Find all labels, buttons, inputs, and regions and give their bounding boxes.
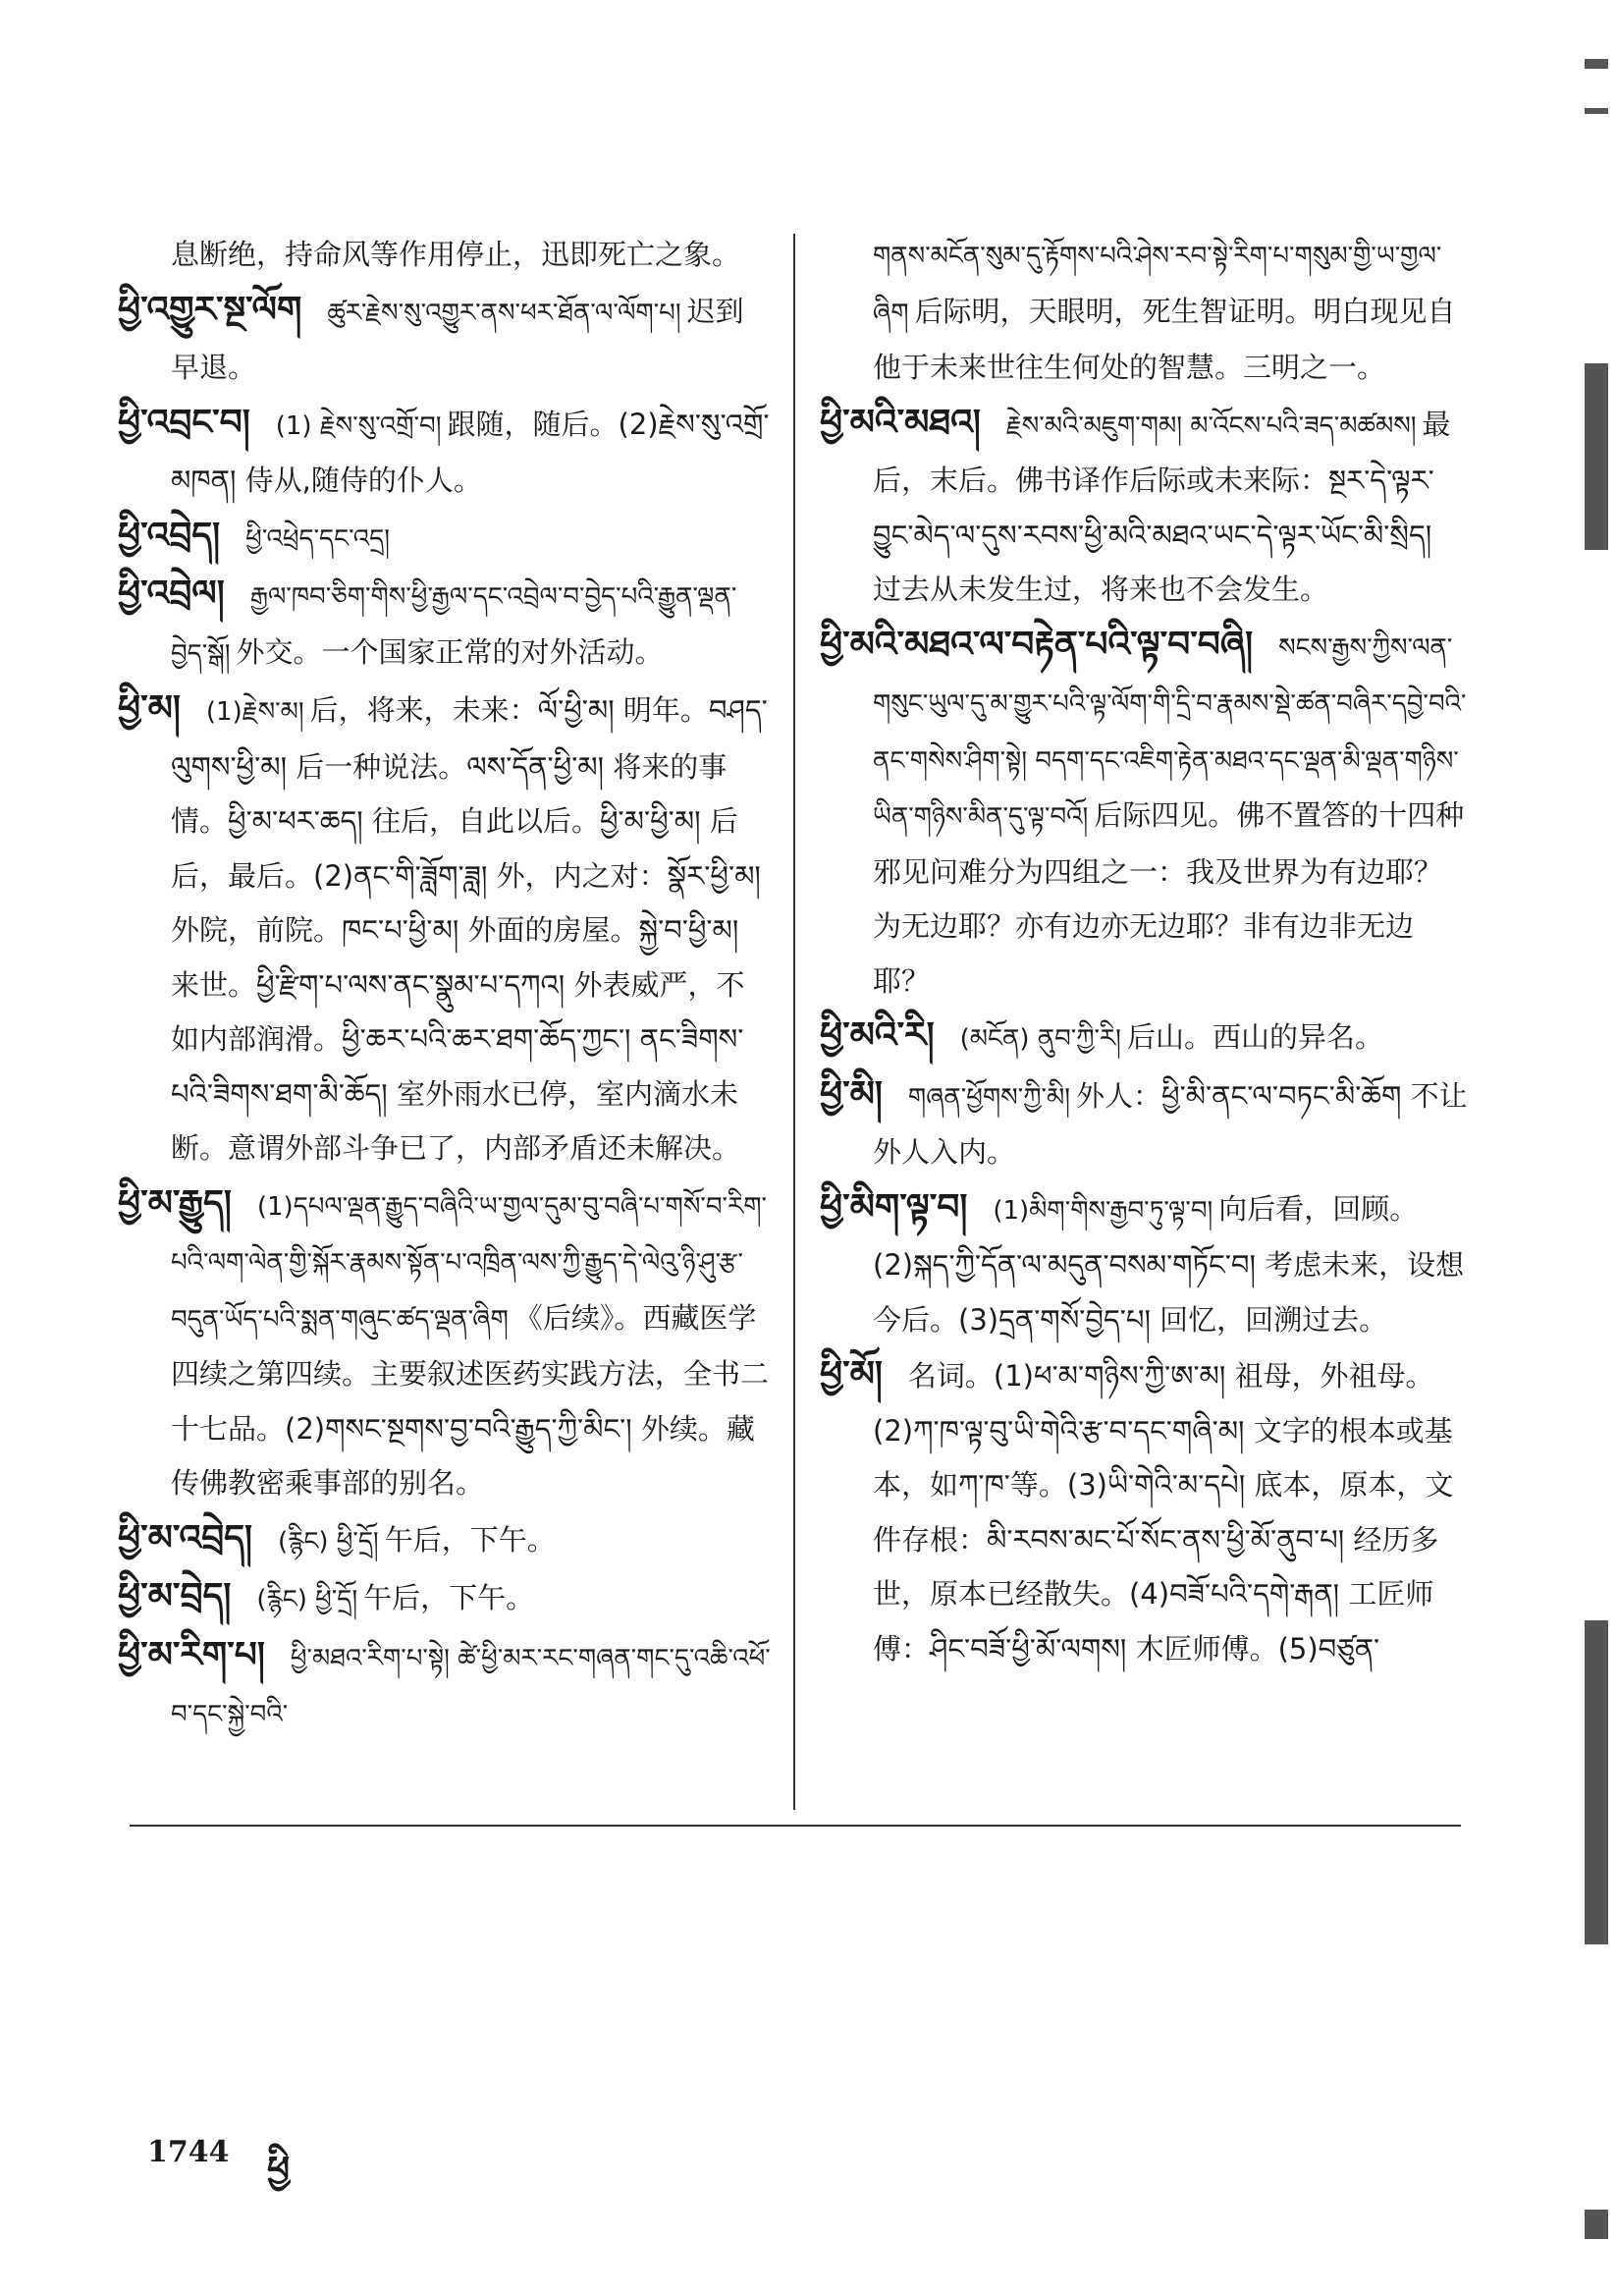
- dictionary-entry: [820, 1067, 1468, 1180]
- right-column: [820, 228, 1468, 1676]
- entry-headword: ཕྱི་མའི་མཐའ།: [820, 402, 981, 443]
- entry-headword: ཕྱི་མ།: [118, 688, 181, 729]
- entry-headword: ཕྱི་མའི་མཐའ་ལ་བརྟེན་པའི་ལྟ་བ་བཞི།: [820, 624, 1254, 665]
- entry-tibetan-definition: (1)དཔལ་ལྡན་རྒྱུད་བཞིའི་ཡ་གྱལ་དུམ་བུ་བཞི་པ་གསོ་བ་རིག་པའི་ལག་ལེན་གྱི་སྐོར་རྣམས་སྟོན་པ་འཁྲིན་ལས་ཀྱི་རྒྱུད་དེ་ལེའུ་ཉི་ཤུ་རྩ་བདུན་ཡོད་པའི་སྨན་གཞུང་ཚད་ལྡན་ཞིག: [171, 1191, 767, 1335]
- footer-rule: [130, 1825, 1461, 1827]
- dictionary-entry: [118, 682, 771, 1176]
- entry-headword: ཕྱི་འབྲེལ།: [118, 574, 225, 614]
- left-column: [118, 228, 771, 1743]
- entry-headword: ཕྱི་འབྲེད།: [118, 515, 221, 556]
- entry-chinese-definition: 后际明，天眼明，死生智证明。明白现见自他于未来世往生何处的智慧。三明之一。: [873, 294, 1456, 384]
- dictionary-entry: [118, 228, 771, 283]
- entry-headword: ཕྱི་མ་རིག་པ།: [118, 1634, 265, 1675]
- entry-tibetan-definition: གནས་མངོན་སུམ་དུ་རྟོགས་པའི་ཤེས་རབ་སྟེ་རིག་པ་གསུམ་གྱི་ཡ་གྱལ་ཞིག: [873, 242, 1442, 328]
- dictionary-entry: [118, 1176, 771, 1511]
- entry-tibetan-definition: རྒྱལ་ཁབ་ཅིག་གིས་ཕྱི་རྒྱལ་དང་འབྲེལ་བ་བྱེད་པའི་རྒྱུན་ལྡན་བྱེད་སྒོ།: [171, 582, 737, 669]
- dictionary-entry: [820, 618, 1468, 1010]
- entry-chinese-definition: 迟到早退。: [171, 294, 744, 384]
- entry-tibetan-definition: སངས་རྒྱས་ཀྱིས་ལན་གསུང་ཡུལ་དུ་མ་གྱུར་པའི་ལྟ་ལོག་གི་དྲི་བ་རྣམས་སྡེ་ཚན་བཞིར་དབྱེ་བའི་ནང་གསེས་ཤིག་སྟེ། བདག་དང་འཇིག་རྟེན་མཐའ་དང་ལྡན་མི་ལྡན་གཉིས་ཡིན་གཉིས་མིན་དུ་ལྟ་བའོ།: [873, 632, 1467, 832]
- entry-tibetan-definition: (1)མིག་གིས་རྒྱབ་ཏུ་ལྟ་བ།: [993, 1195, 1213, 1226]
- dictionary-entry: [820, 228, 1468, 396]
- entry-chinese-definition: 向后看，回顾。(2)སྐད་ཀྱི་དོན་ལ་མདུན་བསམ་གཏོང་བ། 考虑未来，设想今后。(3)དྲན་གསོ་བྱེད་པ། 回忆，回溯过去。: [873, 1191, 1465, 1337]
- dictionary-entry: [820, 396, 1468, 618]
- page-number: 1744: [147, 2135, 230, 2169]
- entry-tibetan-definition: ཚུར་རྗེས་སུ་འགྱུར་ནས་ཕར་ཐོན་ལ་ལོག་པ།: [327, 298, 681, 328]
- entry-headword: ཕྱི་མོ།: [820, 1354, 883, 1394]
- dictionary-entry: [118, 1511, 771, 1570]
- entry-tibetan-definition: ཕྱི་འཕྲེད་དང་འདྲ།: [245, 523, 391, 554]
- entry-tibetan-definition: (མངོན) ནུབ་ཀྱི་རི།: [959, 1024, 1121, 1054]
- entry-tibetan-definition: (1) རྗེས་སུ་འགྲོ་བ།: [275, 410, 442, 441]
- scan-edge-marks: [1577, 0, 1617, 2296]
- dictionary-entry: [118, 1628, 771, 1743]
- entry-headword: ཕྱི་འགྱུར་སྔ་ལོག: [118, 289, 302, 330]
- entry-headword: ཕྱི་འབྲང་བ།: [118, 402, 250, 443]
- entry-chinese-definition: 最后，末后。佛书译作后际或未来际：སྔར་དེ་ལྟར་བྱུང་མེད་ལ་དུས་རབས་ཕྱི་མའི་མཐའ་ཡང་དེ་ལྟར་ཡོང་མི་སྲིད། 过去从未发生过，将来也不会发生。: [873, 407, 1451, 606]
- entry-chinese-definition: 午后，下午。: [384, 1522, 556, 1557]
- entry-chinese-definition: 息断绝，持命风等作用停止，迅即死亡之象。: [171, 238, 741, 271]
- entry-headword: ཕྱི་མ་བྲེད།: [118, 1576, 232, 1616]
- entry-headword: ཕྱི་མའི་རི།: [820, 1015, 935, 1056]
- dictionary-entry: [118, 396, 771, 509]
- dictionary-entry: [820, 1009, 1468, 1067]
- entry-tibetan-definition: (1)རྗེས་མ།: [205, 697, 304, 727]
- running-headword: ཕྱི: [267, 2150, 291, 2190]
- entry-chinese-definition: 《后续》。西藏医学四续之第四续。主要叙述医药实践方法，全书二十七品。(2)གསང་སྔགས་བྱ་བའི་རྒྱུད་ཀྱི་མིང་། 外续。藏传佛教密乘事部的别名。: [171, 1300, 770, 1500]
- entry-chinese-definition: 跟随，随后。(2)རྗེས་སུ་འགྲོ་མཁན། 侍从,随侍的仆人。: [171, 407, 770, 497]
- dictionary-entry: [118, 283, 771, 396]
- dictionary-entry: [820, 1180, 1468, 1348]
- entry-headword: ཕྱི་མི།: [820, 1073, 883, 1115]
- entry-tibetan-definition: རྗེས་མའི་མཇུག་གམ། མ་འོངས་པའི་ཟད་མཚམས།: [1005, 410, 1417, 441]
- entry-tibetan-definition: (རྙིང) ཕྱི་དྲོ།: [256, 1585, 358, 1614]
- entry-tibetan-definition: ཕྱི་མཐའ་རིག་པ་སྟེ། ཚེ་ཕྱི་མར་རང་གཞན་གང་དུ་འཆི་འཕོ་བ་དང་སྐྱེ་བའི་: [171, 1643, 771, 1729]
- entry-chinese-definition: 后际四见。佛不置答的十四种邪见问难分为四组之一：我及世界为有边耶？为无边耶？亦有边亦无边耶？非有边非无边耶？: [873, 798, 1465, 998]
- dictionary-entry: [118, 1569, 771, 1628]
- dictionary-entry: [118, 509, 771, 568]
- entry-chinese-definition: 后，将来，未来：ལོ་ཕྱི་མ། 明年。བཤད་ལུགས་ཕྱི་མ། 后一种说法。ལས་དོན་ཕྱི་མ། 将来的事情。ཕྱི་མ་ཕར་ཆད། 往后，自此以后。ཕྱི་མ་ཕྱི་མ། 后后，最后。(2)ནང་གི་ཟློག་ཟླ། 外，内之对：སྣོར་ཕྱི་མ། 外院，前院。ཁང་པ་ཕྱི་མ། 外面的房屋。སྐྱེ་བ་ཕྱི་མ། 来世。ཕྱི་རྫིག་པ་ལས་ནང་སྣུམ་པ་དཀའ། 外表威严，不如内部润滑。ཕྱི་ཆར་པའི་ཆར་ཐག་ཆོད་ཀྱང་། ནང་ཟིགས་པའི་ཟིགས་ཐག་མི་ཆོད། 室外雨水已停，室内滴水未断。意谓外部斗争已了，内部矛盾还未解决。: [171, 693, 768, 1165]
- entry-headword: ཕྱི་མ་འབྲེད།: [118, 1517, 252, 1558]
- column-divider: [793, 234, 795, 1810]
- entry-tibetan-definition: (རྙིང) ཕྱི་དྲོ།: [277, 1526, 379, 1557]
- entry-headword: ཕྱི་མ་རྒྱུད།: [118, 1182, 232, 1224]
- entry-chinese-definition: 外交。一个国家正常的对外活动。: [236, 634, 664, 669]
- entry-chinese-definition: 后山。西山的异名。: [1126, 1020, 1383, 1054]
- dictionary-entry: [820, 1347, 1468, 1676]
- dictionary-entry: [118, 567, 771, 682]
- entry-chinese-definition: 午后，下午。: [363, 1581, 535, 1614]
- entry-chinese-definition: 名词。(1)ཕ་མ་གཉིས་ཀྱི་ཨ་མ། 祖母，外祖母。(2)ཀ་ཁ་ལྟ་བུ་ཡི་གེའི་རྩ་བ་དང་གཞི་མ། 文字的根本或基本，如ཀ་ཁ་等。(3)ཡི་གེའི་མ་དཔེ། 底本，原本，文件存根：མི་རབས་མང་པོ་སོང་ནས་ཕྱི་མོ་ནུབ་པ། 经历多世，原本已经散失。(4)བཟོ་པའི་དགེ་རྒན། 工匠师傅：ཤིང་བཟོ་ཕྱི་མོ་ལགས། 木匠师傅。(5)བཙུན་: [873, 1359, 1454, 1666]
- entry-headword: ཕྱི་མིག་ལྟ་བ།: [820, 1186, 968, 1228]
- entry-chinese-definition: 外人：ཕྱི་མི་ནང་ལ་བཏང་མི་ཆོག 不让外人入内。: [873, 1078, 1468, 1169]
- entry-tibetan-definition: གཞན་ཕྱོགས་ཀྱི་མི།: [907, 1082, 1070, 1113]
